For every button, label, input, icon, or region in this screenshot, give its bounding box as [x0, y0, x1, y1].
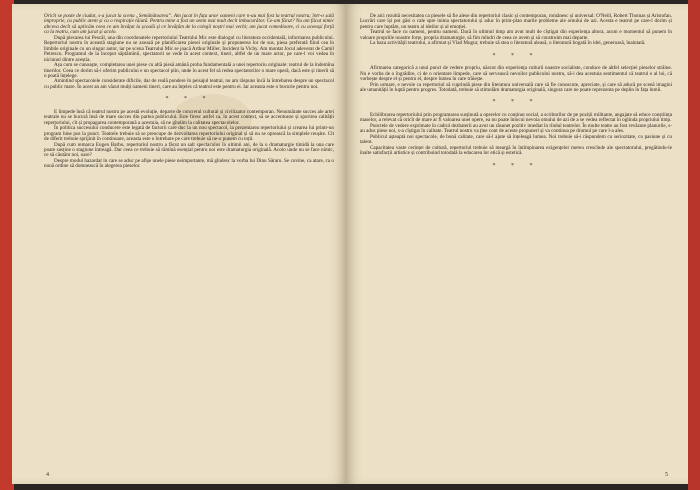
paragraph: Așa cum se cunoaște, completarea unei piese cu altă piesă amână proba fundamentală a unei repertoriu originale: teatrul de la îndemîna tinerilor. Ceea ce dorim să-i oferim publicului e un spectacol plin, unde în acest fel să redea spectatorilor o mare operă, dacă este și tinerii să o poată înțelege.: [44, 62, 334, 79]
section-divider-stars: * * *: [492, 52, 540, 59]
section-divider-stars: * * *: [165, 96, 213, 103]
page-number: 4: [46, 472, 49, 478]
paragraph: La baza activității teatrului, a afirmat și Vlad Mugur, trebuie să stea o literatură aleasă, o literatură bogată în idei, generoasă, înaintată.: [370, 40, 646, 47]
paragraph: După plecarea lui Pescăl, una din coordonatele repertoriului Teatrului Mic este dialogul cu literatura occidentală, informarea publicului. Repertoriul nostru în această stagiune nu se axează pe planificarea piesei originale și propunerea lor de sus, piesa preferată fiind cea în limbile originale cu un singur autor, iar pe scena Teatrului Mic se joacă Arthur Miller, Incident la Vichy. Am montat Jocul adeverat de Camil Petrescu. Programul de la început săptămînii, spectatorii se vede în acest context, tineri, altfel de un mare actor, pe care-l voi vedea în niciunul dintre aceștia.: [44, 34, 334, 63]
paragraph: Amintind spectacolele considerate dificile, dar de reală pondere în peisajul teatral, nu am răspuns încă la întrebarea despre un spectacol cu public mare. În acest an am văzut mulți oameni tineri, care au înțeles că teatrul este pentru ei. Iar aceasta este o bucurie pentru noi.: [44, 78, 334, 90]
paragraph: Echilibrarea repertoriului prin programarea susținută a operelor cu conținut social, a scriitorilor de pe poziții militante, angajate să educe conștiința maselor, a relevat că oricît de mare ar fi valoarea unei opere, ea nu poate înlocui nevoia omului de azi de a se vedea reflectat în oglinda propriului timp.: [360, 111, 672, 124]
paragraph: Oricît se poate de ciudat, s-a jucat la scena „Semănătoarea”. Am jucat în fața unor oameni care n-au mai fost la teatrul nostru; într-o sală improprie, cu public atent și cu o respirație tăiată. Pentru mine a fost un semn mai mult decît îmbucurător. Ce-am făcut? Nu am făcut nimic altceva decît să aplicăm ceea ce am învățat la școală și ce învățăm de la colegii noștri mai vechi; am jucat comedioare, ci cu aceeași forță ca la teatru, cum am jucat și acolo.: [44, 13, 334, 36]
paragraph: După cum remarca Eugen Barbu, repertoriul nostru a făcut un salt spectaculos în ultimii ani, de la o dramaturgie timidă la una care poate susține o stagiune întreagă. Dar ceea ce trebuie să rămînă esențial pentru noi este dramaturgia originală. Acolo unde nu se face nimic, ce să căutăm noi, oare?: [44, 141, 334, 159]
paragraph: Afirmarea categorică a unui punct de vedere propriu, născut din experiența culturii noastre socialiste, conduce de altfel selecției pieselor străine. Nu e vorba de o îngrădire, ci de o orientare limpede, care să servească nevoilor publicului nostru, să-i dea acestuia sentimentul că teatrul e al lui, că vorbește despre el și pentru el, despre lumea în care trăiește.: [360, 65, 672, 83]
paragraph: Punctele de vedere exprimate în cadrul dezbaterii au avut un răsunet pozitiv imediat în rîndul teatrelor. În multe teatre au fost revăzute planurile, s-au adus piese noi, s-a cîștigat în calitate. Teatrul nostru va ține cont de aceste propuneri și va continua pe drumul pe care l-a ales.: [360, 122, 672, 135]
red-cover-edge-right: [688, 0, 700, 490]
paragraph: Despre modul hazardat în care se aduc pe afișe unele piese neimportante, mă gîndesc la vorba lui Dinu Săraru. Se cuvine, ca atare, ca o nouă ordine să domnească în alegerea pieselor.: [44, 157, 334, 170]
paragraph: Prin urmare, e nevoie ca repertoriul să cuprindă piese din literatura universală care să fie cunoscute, apreciate, și care să aducă pe scenă imagini ale umanității în luptă pentru progres. Totodată, trebuie să stimulăm dramaturgia originală, singura care ne poate reprezenta pe deplin în fața lumii.: [360, 81, 672, 93]
section-divider-stars: * * *: [492, 99, 540, 106]
paragraph: În politica succesului conducere este legată de factorii care duc la un nou spectacol, la prezentarea repertoriului și crearea lui printr-un program bine pus la punct. Teatrele trebuie să se preocupe de dezvoltarea repertoriului original și să nu se oprească la simplele reușite. Cît de diferit trebuie sprijinit în continuare, aceasta este o întrebare pe care trebuie să ne-o punem cu toții.: [44, 125, 334, 143]
paragraph: E limpede însă că teatrul nostru pe acestă evoluție, departe de concretul cultural și civilizator contemporan. Nenumărate succes ale artei teatrale nu se bucură însă de mare succes din partea publicului. Este firesc astfel ca, în acest context, să se accentueze și sporirea calității repertoriului, cît și propagarea contemporană a acestuia, să ne gîndim la calitatea spectacolelor.: [44, 108, 334, 126]
paragraph: De aici rezultă necesitatea ca piesele să fie alese din repertoriul clasic și contemporan, românesc și universal: O'Neill, Robert Thomas și Aristofan. Lucrări care își pot găsi o cale spre inima spectatorului și aduc în prim-plan marile probleme ale omului de azi. Acesta e teatrul pe care-l dorim și pentru care luptăm, un teatru al ideilor și al emoției.: [360, 13, 672, 30]
paragraph: Capacitatea vaste cerinței de cultură, repertoriul trebuie să meargă în întîmpinarea exigențelor mereu crescînde ale spectatorului, pregătindu-le înalte satisfacții artistice și contribuind totodată la educarea lor etică și estetică.: [360, 144, 672, 157]
right-text-column: [360, 14, 672, 176]
right-page: [346, 4, 688, 484]
left-page: [12, 4, 346, 484]
section-divider-stars: * * *: [492, 162, 540, 169]
left-text-column: [44, 14, 334, 170]
page-number: 5: [665, 472, 668, 478]
paragraph: Publicul așteaptă noi spectacole, de bună calitate, care să-l ajute să înțeleagă lumea. Noi trebuie să-i răspundem cu seriozitate, cu pasiune și cu talent.: [360, 133, 672, 146]
paragraph: Teatrul se face cu oameni, pentru oameni. Dacă în ultimul timp am avut mult de cîștigat din experiența altora, acum e momentul să punem în valoare propriile noastre forțe, propria dramaturgie, să fim mîndri de ceea ce avem și să construim mai departe.: [360, 29, 672, 41]
